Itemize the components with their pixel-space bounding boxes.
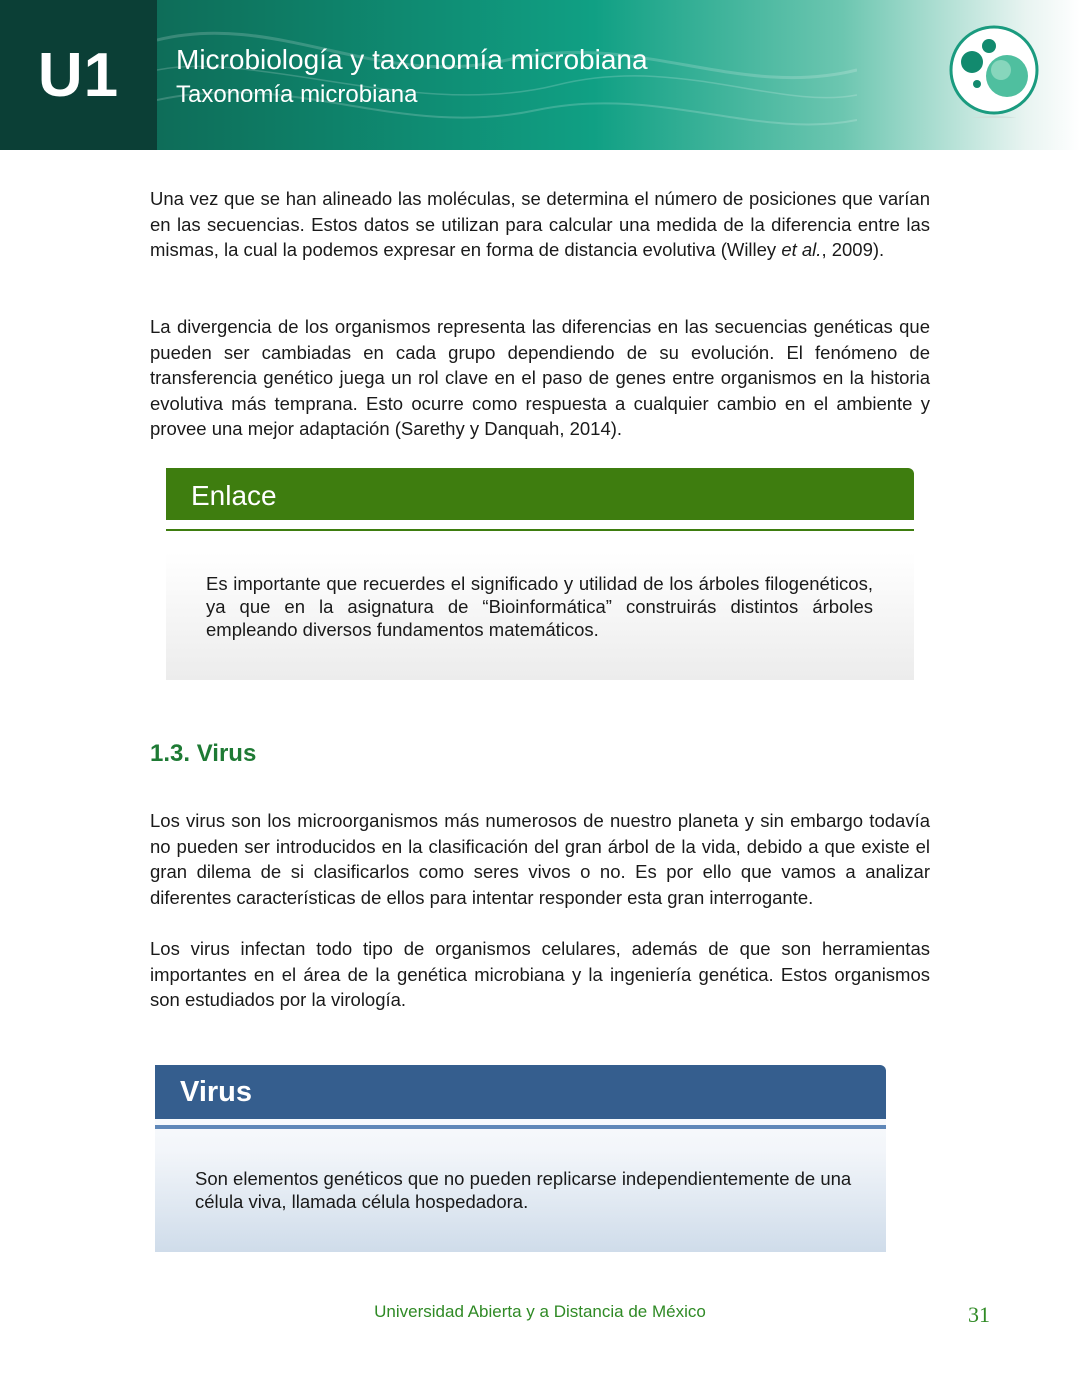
enlace-text: Es importante que recuerdes el significado y utilidad de los árboles filogenéticos, ya que en la asignatura de “Bioinformática” construirás distintos árboles empleando diversos fundamentos matemáticos. [206, 573, 873, 640]
enlace-callout [166, 468, 914, 680]
enlace-header-bar [166, 468, 914, 520]
enlace-title: Enlace [191, 480, 277, 511]
section-heading: 1.3. Virus [150, 740, 257, 767]
molecules-logo-icon [946, 22, 1042, 118]
virus-definition-callout [155, 1065, 886, 1252]
unit-badge [0, 0, 157, 150]
paragraph-text: Una vez que se han alineado las moléculas, se determina el número de posiciones que varían en las secuencias. Estos datos se utilizan para calcular una medida de la diferencia entre las mismas, la cual la podemos expresar en forma de distancia evolutiva (Willey [150, 188, 930, 261]
paragraph-text: , 2009). [821, 239, 885, 261]
page-number: 31 [968, 1302, 990, 1327]
citation-italic: et al. [781, 239, 822, 261]
unit-label: U1 [37, 40, 120, 110]
page-header [0, 0, 1080, 150]
paragraph-alignment [150, 186, 930, 263]
virus-header-bar [155, 1065, 886, 1119]
virus-definition-text: Son elementos genéticos que no pueden replicarse independientemente de una célula viva, llamada célula hospedadora. [195, 1168, 852, 1212]
paragraph-virus-intro: Los virus son los microorganismos más numerosos de nuestro planeta y sin embargo todavía no pueden ser introducidos en la clasificación del gran árbol de la vida, debido a que existe el gran dilema de si clasificarlos como seres vivos o no. Es por ello que vamos a analizar diferentes características de ellos para intentar responder esta gran interrogante. [150, 810, 930, 908]
enlace-divider [166, 529, 914, 531]
course-title: Microbiología y taxonomía microbiana [176, 44, 648, 75]
virus-title: Virus [180, 1076, 253, 1108]
footer-institution: Universidad Abierta y a Distancia de México [374, 1302, 706, 1321]
paragraph-divergence: La divergencia de los organismos representa las diferencias en las secuencias genéticas que pueden ser cambiadas en cada grupo dependiendo de su evolución. El fenómeno de transferencia genético juega un rol clave en el paso de genes entre organismos en la historia evolutiva más temprana. Esto ocurre como respuesta a cualquier cambio en el ambiente y provee una mejor adaptación (Sarethy y Danquah, 2014). [150, 316, 930, 440]
paragraph-virus-infection: Los virus infectan todo tipo de organismos celulares, además de que son herramientas importantes en el área de la genética microbiana y la ingeniería genética. Estos organismos son estudiados por la virología. [150, 938, 930, 1011]
course-subtitle: Taxonomía microbiana [176, 81, 418, 108]
virus-divider [155, 1125, 886, 1129]
